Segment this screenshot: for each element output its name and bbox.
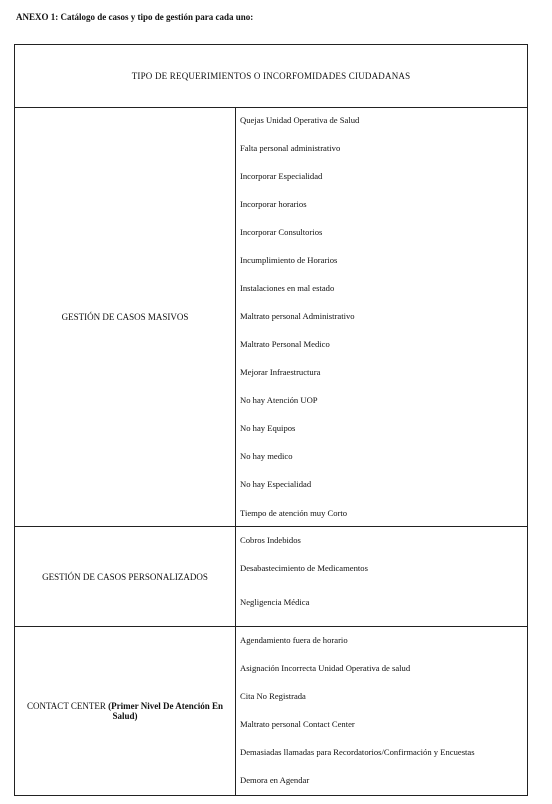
list-item: Cita No Registrada (240, 691, 306, 701)
case-catalog-table (14, 44, 528, 796)
group-casos-personalizados (15, 527, 527, 627)
list-item: No hay medico (240, 451, 293, 461)
list-item: Incorporar Consultorios (240, 227, 323, 237)
list-item: Negligencia Médica (240, 597, 310, 607)
list-item: Mejorar Infraestructura (240, 367, 321, 377)
list-item: Instalaciones en mal estado (240, 283, 335, 293)
group-label: CONTACT CENTER (27, 701, 106, 711)
annex-heading: ANEXO 1: Catálogo de casos y tipo de gestión para cada uno: (16, 12, 254, 22)
list-item: Incumplimiento de Horarios (240, 255, 338, 265)
list-item: Incorporar Especialidad (240, 171, 323, 181)
list-item: No hay Equipos (240, 423, 296, 433)
list-item: Incorporar horarios (240, 199, 307, 209)
group-label-note: (Primer Nivel De Atención En Salud) (108, 701, 223, 721)
group-items-cell (236, 107, 527, 526)
group-label: GESTIÓN DE CASOS MASIVOS (61, 311, 189, 322)
list-item: Agendamiento fuera de horario (240, 635, 348, 645)
group-label-cell (15, 527, 236, 626)
list-item: Demora en Agendar (240, 775, 310, 785)
list-item: Maltrato Personal Medico (240, 339, 330, 349)
list-item: Cobros Indebidos (240, 535, 301, 545)
list-item: Tiempo de atención muy Corto (240, 508, 348, 518)
list-item: Asignación Incorrecta Unidad Operativa de salud (240, 663, 411, 673)
list-item: No hay Atención UOP (240, 395, 318, 405)
group-casos-masivos (15, 107, 527, 527)
list-item: Falta personal administrativo (240, 143, 341, 153)
list-item: Demasiadas llamadas para Recordatorios/Confirmación y Encuestas (240, 747, 475, 757)
group-label: GESTIÓN DE CASOS PERSONALIZADOS (42, 571, 208, 582)
list-item: No hay Especialidad (240, 479, 312, 489)
table-title: TIPO DE REQUERIMIENTOS O INCORFOMIDADES CIUDADANAS (15, 45, 527, 108)
group-contact-center (15, 627, 527, 795)
group-items-cell (236, 527, 527, 626)
group-items-cell (236, 627, 527, 795)
list-item: Maltrato personal Administrativo (240, 311, 355, 321)
list-item: Maltrato personal Contact Center (240, 719, 355, 729)
group-label-cell (15, 107, 236, 526)
list-item: Quejas Unidad Operativa de Salud (240, 115, 360, 125)
list-item: Desabastecimiento de Medicamentos (240, 563, 368, 573)
group-label-cell (15, 627, 236, 795)
